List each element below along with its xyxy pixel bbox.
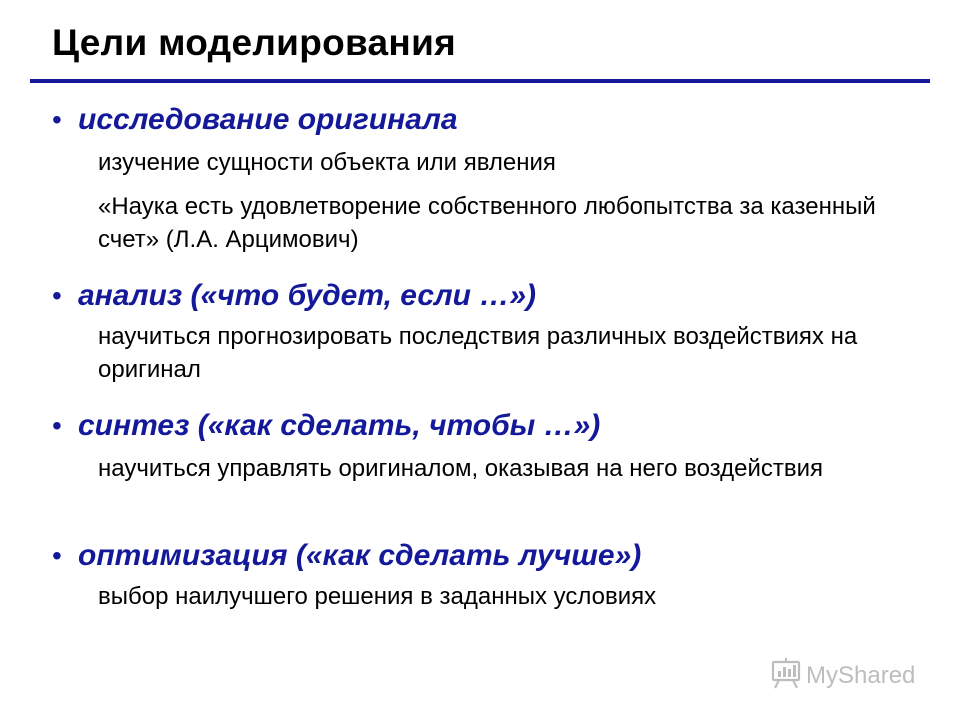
presentation-board-icon	[770, 656, 930, 692]
title-underline	[30, 79, 930, 83]
bullet-detail: научиться управлять оригиналом, оказывая на него воздействия	[98, 455, 824, 482]
bullet-heading: синтез («как сделать, чтобы …»)	[78, 409, 601, 442]
slide-title: Цели моделирования	[52, 22, 457, 63]
bullet-dot-icon: •	[52, 540, 62, 571]
bullet-detail: выбор наилучшего решения в заданных условиях	[98, 583, 657, 610]
bullet-dot-icon: •	[52, 410, 62, 441]
bullet-dot-icon: •	[52, 104, 62, 135]
bullet-heading: оптимизация («как сделать лучше»)	[78, 539, 642, 572]
bullet-dot-icon: •	[52, 280, 62, 311]
bullet-heading: исследование оригинала	[78, 103, 458, 136]
bullet-detail: изучение сущности объекта или явления	[98, 149, 556, 176]
bullet-detail-quote: «Наука есть удовлетворение собственного любопытства за казенный счет» (Л.А. Арцимович)	[98, 193, 876, 253]
myshared-logo	[770, 656, 930, 692]
watermark-text: MyShared	[806, 662, 916, 689]
bullet-heading: анализ («что будет, если …»)	[78, 279, 537, 312]
bullet-detail: научиться прогнозировать последствия различных воздействиях на оригинал	[98, 323, 858, 383]
